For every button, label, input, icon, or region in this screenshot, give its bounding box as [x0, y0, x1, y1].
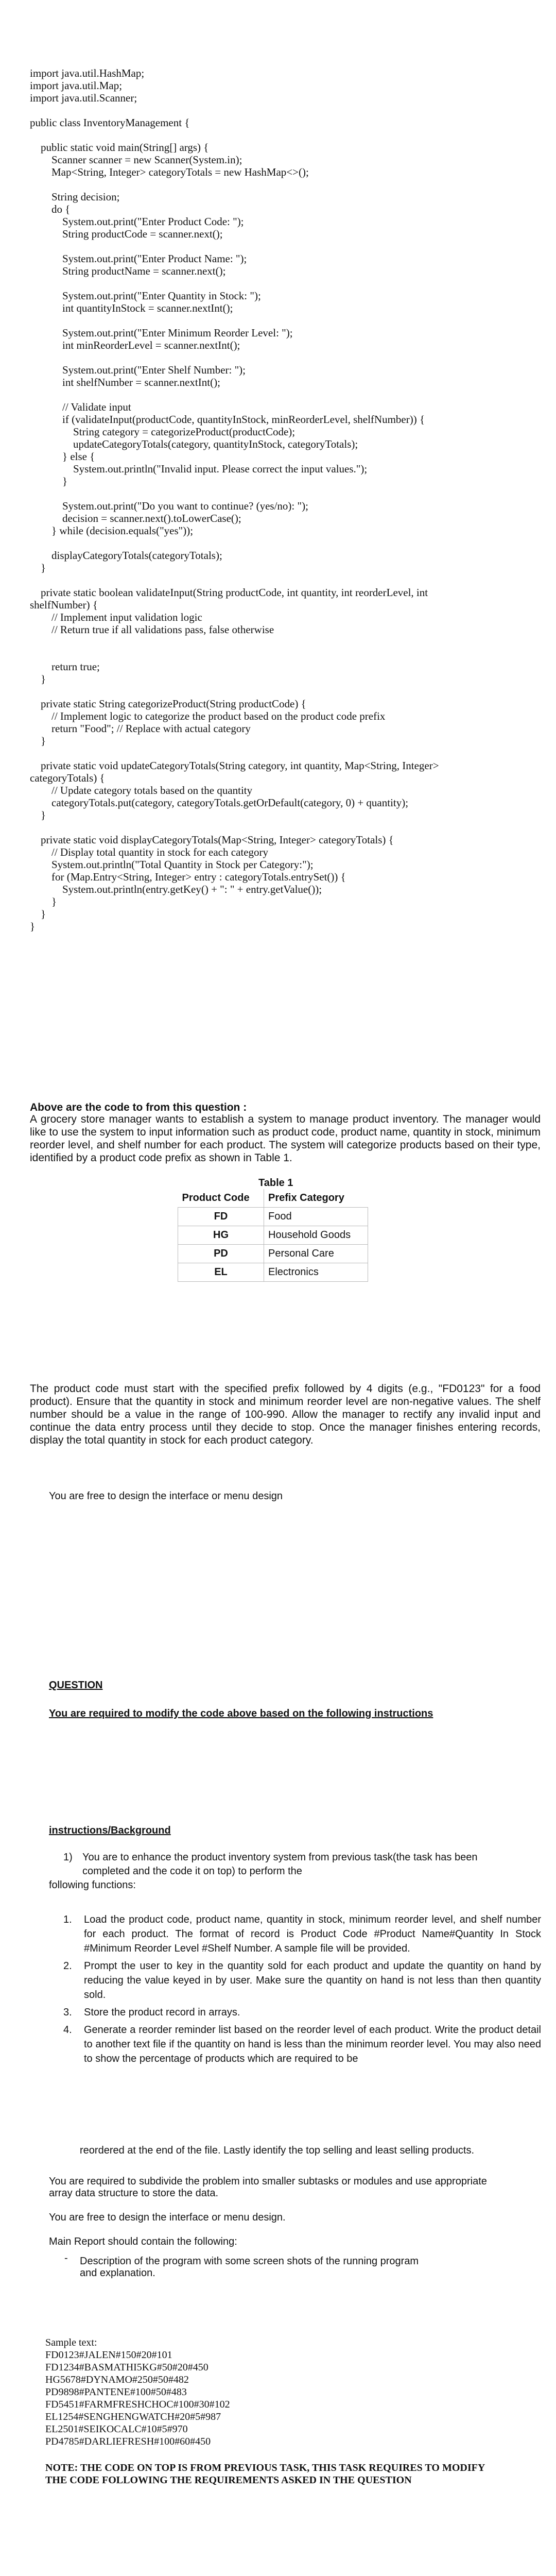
bullet-dash: -	[64, 2252, 68, 2264]
function-list	[63, 1912, 541, 2069]
table-cell-code: HG	[178, 1226, 264, 1245]
sample-line: PD9898#PANTENE#100#50#483	[45, 2386, 187, 2398]
list-item	[63, 1959, 541, 2002]
list-item	[63, 2005, 541, 2020]
code-line: }	[30, 920, 36, 933]
code-line: return "Food"; // Replace with actual category	[30, 722, 251, 735]
code-line	[30, 685, 545, 698]
code-line: }	[30, 673, 46, 685]
code-line: import java.util.Scanner;	[30, 92, 137, 104]
code-line: Map<String, Integer> categoryTotals = new HashMap<>();	[30, 166, 309, 178]
table-row	[178, 1263, 368, 1282]
code-line: System.out.print("Do you want to continue? (yes/no): ");	[30, 500, 308, 512]
code-line: private static void displayCategoryTotals(Map<String, Integer> categoryTotals) {	[30, 834, 394, 846]
code-line: import java.util.Map;	[30, 79, 123, 92]
free-design-text: You are free to design the interface or menu design	[49, 1490, 283, 1502]
code-line: System.out.print("Enter Minimum Reorder Level: ");	[30, 327, 293, 339]
table-row	[178, 1208, 368, 1226]
list-number: 2.	[63, 1960, 72, 1972]
list-text: Prompt the user to key in the quantity sold for each product and update the quantity on hand by reducing the value keyed in by user. Make sure the quantity on hand is not less than then quantity sold.	[84, 1960, 541, 2001]
table-cell-code: EL	[178, 1263, 264, 1282]
code-line: String category = categorizeProduct(productCode);	[30, 426, 296, 438]
list-number: 3.	[63, 2007, 72, 2018]
list-text: Load the product code, product name, quantity in stock, minimum reorder level, and shelf number for each product. The format of record is Product Code #Product Name#Quantity In Stock #Minimum Reorder Level #Shelf Number. A sample file will be provided.	[84, 1914, 541, 1954]
list-item	[49, 2252, 420, 2279]
code-line	[30, 574, 545, 586]
code-line: } else {	[30, 450, 95, 463]
code-line	[30, 388, 545, 401]
code-line: System.out.print("Enter Shelf Number: ");	[30, 364, 246, 376]
code-line: }	[30, 809, 46, 821]
main-report-text: Main Report should contain the following:	[49, 2236, 237, 2247]
sample-line: HG5678#DYNAMO#250#50#482	[45, 2374, 189, 2385]
list-number: 1.	[63, 1914, 72, 1925]
sample-line: FD0123#JALEN#150#20#101	[45, 2349, 172, 2361]
question-label: QUESTION	[49, 1680, 103, 1691]
code-line: // Implement logic to categorize the product based on the product code prefix	[30, 710, 386, 722]
code-line: Scanner scanner = new Scanner(System.in);	[30, 154, 242, 166]
code-line: String productName = scanner.next();	[30, 265, 226, 277]
reorder-tail: reordered at the end of the file. Lastly identify the top selling and least selling products.	[80, 2145, 475, 2156]
code-line	[30, 351, 545, 364]
java-code-block	[30, 67, 545, 933]
code-line: do {	[30, 203, 71, 215]
enhance-line-1: You are to enhance the product inventory system from previous task(the task has been	[82, 1852, 478, 1863]
table-header-category: Prefix Category	[264, 1189, 368, 1208]
code-line: }	[30, 475, 68, 487]
code-line: System.out.print("Enter Quantity in Stock: ");	[30, 290, 261, 302]
code-lines	[30, 67, 545, 933]
enhance-block	[49, 1851, 543, 1892]
table-caption: Table 1	[258, 1177, 293, 1189]
subdivide-text: You are required to subdivide the problem into smaller subtasks or modules and use appropriate array data structure to store the data.	[49, 2176, 487, 2199]
code-line: private static String categorizeProduct(String productCode) {	[30, 698, 306, 710]
code-line: String productCode = scanner.next();	[30, 228, 223, 240]
sample-text-block	[45, 2336, 230, 2448]
code-line	[30, 648, 545, 660]
code-line: System.out.println(entry.getKey() + ": " + entry.getValue());	[30, 883, 322, 895]
code-line: updateCategoryTotals(category, quantityInStock, categoryTotals);	[30, 438, 358, 450]
table-cell-category: Electronics	[264, 1263, 368, 1282]
code-line	[30, 178, 545, 191]
code-line	[30, 240, 545, 252]
code-line: }	[30, 562, 46, 574]
table-cell-code: FD	[178, 1208, 264, 1226]
code-line: categoryTotals) {	[30, 772, 105, 784]
sample-line: FD5451#FARMFRESHCHOC#100#30#102	[45, 2399, 230, 2410]
code-line: return true;	[30, 660, 100, 673]
code-line	[30, 314, 545, 327]
code-line: int shelfNumber = scanner.nextInt();	[30, 376, 220, 388]
code-line: displayCategoryTotals(categoryTotals);	[30, 549, 222, 562]
code-line: System.out.println("Total Quantity in Stock per Category:");	[30, 858, 314, 871]
code-line: private static boolean validateInput(String productCode, int quantity, int reorderLevel, int	[30, 586, 428, 599]
code-line: }	[30, 908, 46, 920]
list-text: Store the product record in arrays.	[84, 2007, 240, 2018]
code-line	[30, 636, 545, 648]
table-cell-category: Household Goods	[264, 1226, 368, 1245]
code-line: private static void updateCategoryTotals(String category, int quantity, Map<String, Integer>	[30, 759, 439, 772]
table-cell-category: Food	[264, 1208, 368, 1226]
code-line	[30, 487, 545, 500]
code-line: shelfNumber) {	[30, 599, 98, 611]
free-design-text-2: You are free to design the interface or menu design.	[49, 2212, 286, 2223]
code-line: String decision;	[30, 191, 120, 203]
table-cell-code: PD	[178, 1245, 264, 1263]
code-line: System.out.println("Invalid input. Please correct the input values.");	[30, 463, 368, 475]
sample-line: EL1254#SENGHENGWATCH#20#5#987	[45, 2411, 221, 2422]
list-item	[63, 1912, 541, 1956]
report-list	[49, 2252, 420, 2279]
rules-paragraph: The product code must start with the specified prefix followed by 4 digits (e.g., "FD0123" for a food product). Ensure that the quantity in stock and minimum reorder level are non-negative values. The shelf number should be a value in the range of 100-990. Allow the manager to rectify any invalid input and continue the data entry process until they decide to stop. Once the manager finishes entering records, display the total quantity in stock for each product category.	[30, 1383, 541, 1446]
code-line: // Display total quantity in stock for each category	[30, 846, 269, 858]
sample-heading: Sample text:	[45, 2337, 97, 2348]
code-line: import java.util.HashMap;	[30, 67, 145, 79]
sample-line: EL2501#SEIKOCALC#10#5#970	[45, 2424, 188, 2435]
list-text: Generate a reorder reminder list based on the reorder level of each product. Write the product detail to another text file if the quantity on hand is less than the minimum reorder level. You may also need to show the percentage of products which are required to be	[84, 2024, 541, 2064]
code-line: // Return true if all validations pass, false otherwise	[30, 623, 274, 636]
sample-line: FD1234#BASMATHI5KG#50#20#450	[45, 2362, 208, 2373]
instructions-heading: instructions/Background	[49, 1825, 171, 1836]
modify-instruction: You are required to modify the code above based on the following instructions	[49, 1708, 433, 1719]
enhance-line-2: completed and the code it on top) to perform the	[82, 1866, 302, 1877]
enhance-number: 1)	[63, 1852, 73, 1863]
sample-line: PD4785#DARLIEFRESH#100#60#450	[45, 2436, 211, 2447]
code-line: // Update category totals based on the quantity	[30, 784, 253, 796]
list-item	[63, 2023, 541, 2066]
code-line: int quantityInStock = scanner.nextInt();	[30, 302, 233, 314]
code-line: }	[30, 895, 57, 908]
code-line: public static void main(String[] args) {	[30, 141, 209, 154]
table-row	[178, 1245, 368, 1263]
code-line: int minReorderLevel = scanner.nextInt();	[30, 339, 240, 351]
table-cell-category: Personal Care	[264, 1245, 368, 1263]
code-line: public class InventoryManagement {	[30, 116, 190, 129]
code-line	[30, 104, 545, 116]
prefix-table	[178, 1189, 368, 1282]
question-intro-body: A grocery store manager wants to establish a system to manage product inventory. The manager would like to use the system to input information such as product code, product name, quantity in stock, minimum reorder level, and shelf number for each product. The system will categorize products based on their type, identified by a product code prefix as shown in Table 1.	[30, 1113, 541, 1164]
note-text: NOTE: THE CODE ON TOP IS FROM PREVIOUS TASK, THIS TASK REQUIRES TO MODIFY THE CODE FOLLOWING THE REQUIREMENTS ASKED IN THE QUESTION	[45, 2462, 485, 2486]
question-intro-heading: Above are the code to from this question :	[30, 1101, 247, 1113]
code-line: decision = scanner.next().toLowerCase();	[30, 512, 241, 524]
table-row	[178, 1226, 368, 1245]
code-line	[30, 747, 545, 759]
code-line: }	[30, 735, 46, 747]
code-line: } while (decision.equals("yes"));	[30, 524, 194, 537]
code-line: System.out.print("Enter Product Code: ");	[30, 215, 244, 228]
code-line: for (Map.Entry<String, Integer> entry : categoryTotals.entrySet()) {	[30, 871, 346, 883]
table-header-code: Product Code	[178, 1189, 264, 1208]
code-line	[30, 821, 545, 834]
code-line: System.out.print("Enter Product Name: ");	[30, 252, 247, 265]
code-line	[30, 537, 545, 549]
enhance-line-3: following functions:	[49, 1879, 136, 1891]
code-line	[30, 277, 545, 290]
code-line: if (validateInput(productCode, quantityInStock, minReorderLevel, shelfNumber)) {	[30, 413, 425, 426]
code-line	[30, 129, 545, 141]
report-item-text: Description of the program with some screen shots of the running program and explanation.	[80, 2256, 419, 2279]
code-line: // Validate input	[30, 401, 131, 413]
code-line: categoryTotals.put(category, categoryTotals.getOrDefault(category, 0) + quantity);	[30, 796, 409, 809]
code-line: // Implement input validation logic	[30, 611, 202, 623]
list-number: 4.	[63, 2024, 72, 2036]
